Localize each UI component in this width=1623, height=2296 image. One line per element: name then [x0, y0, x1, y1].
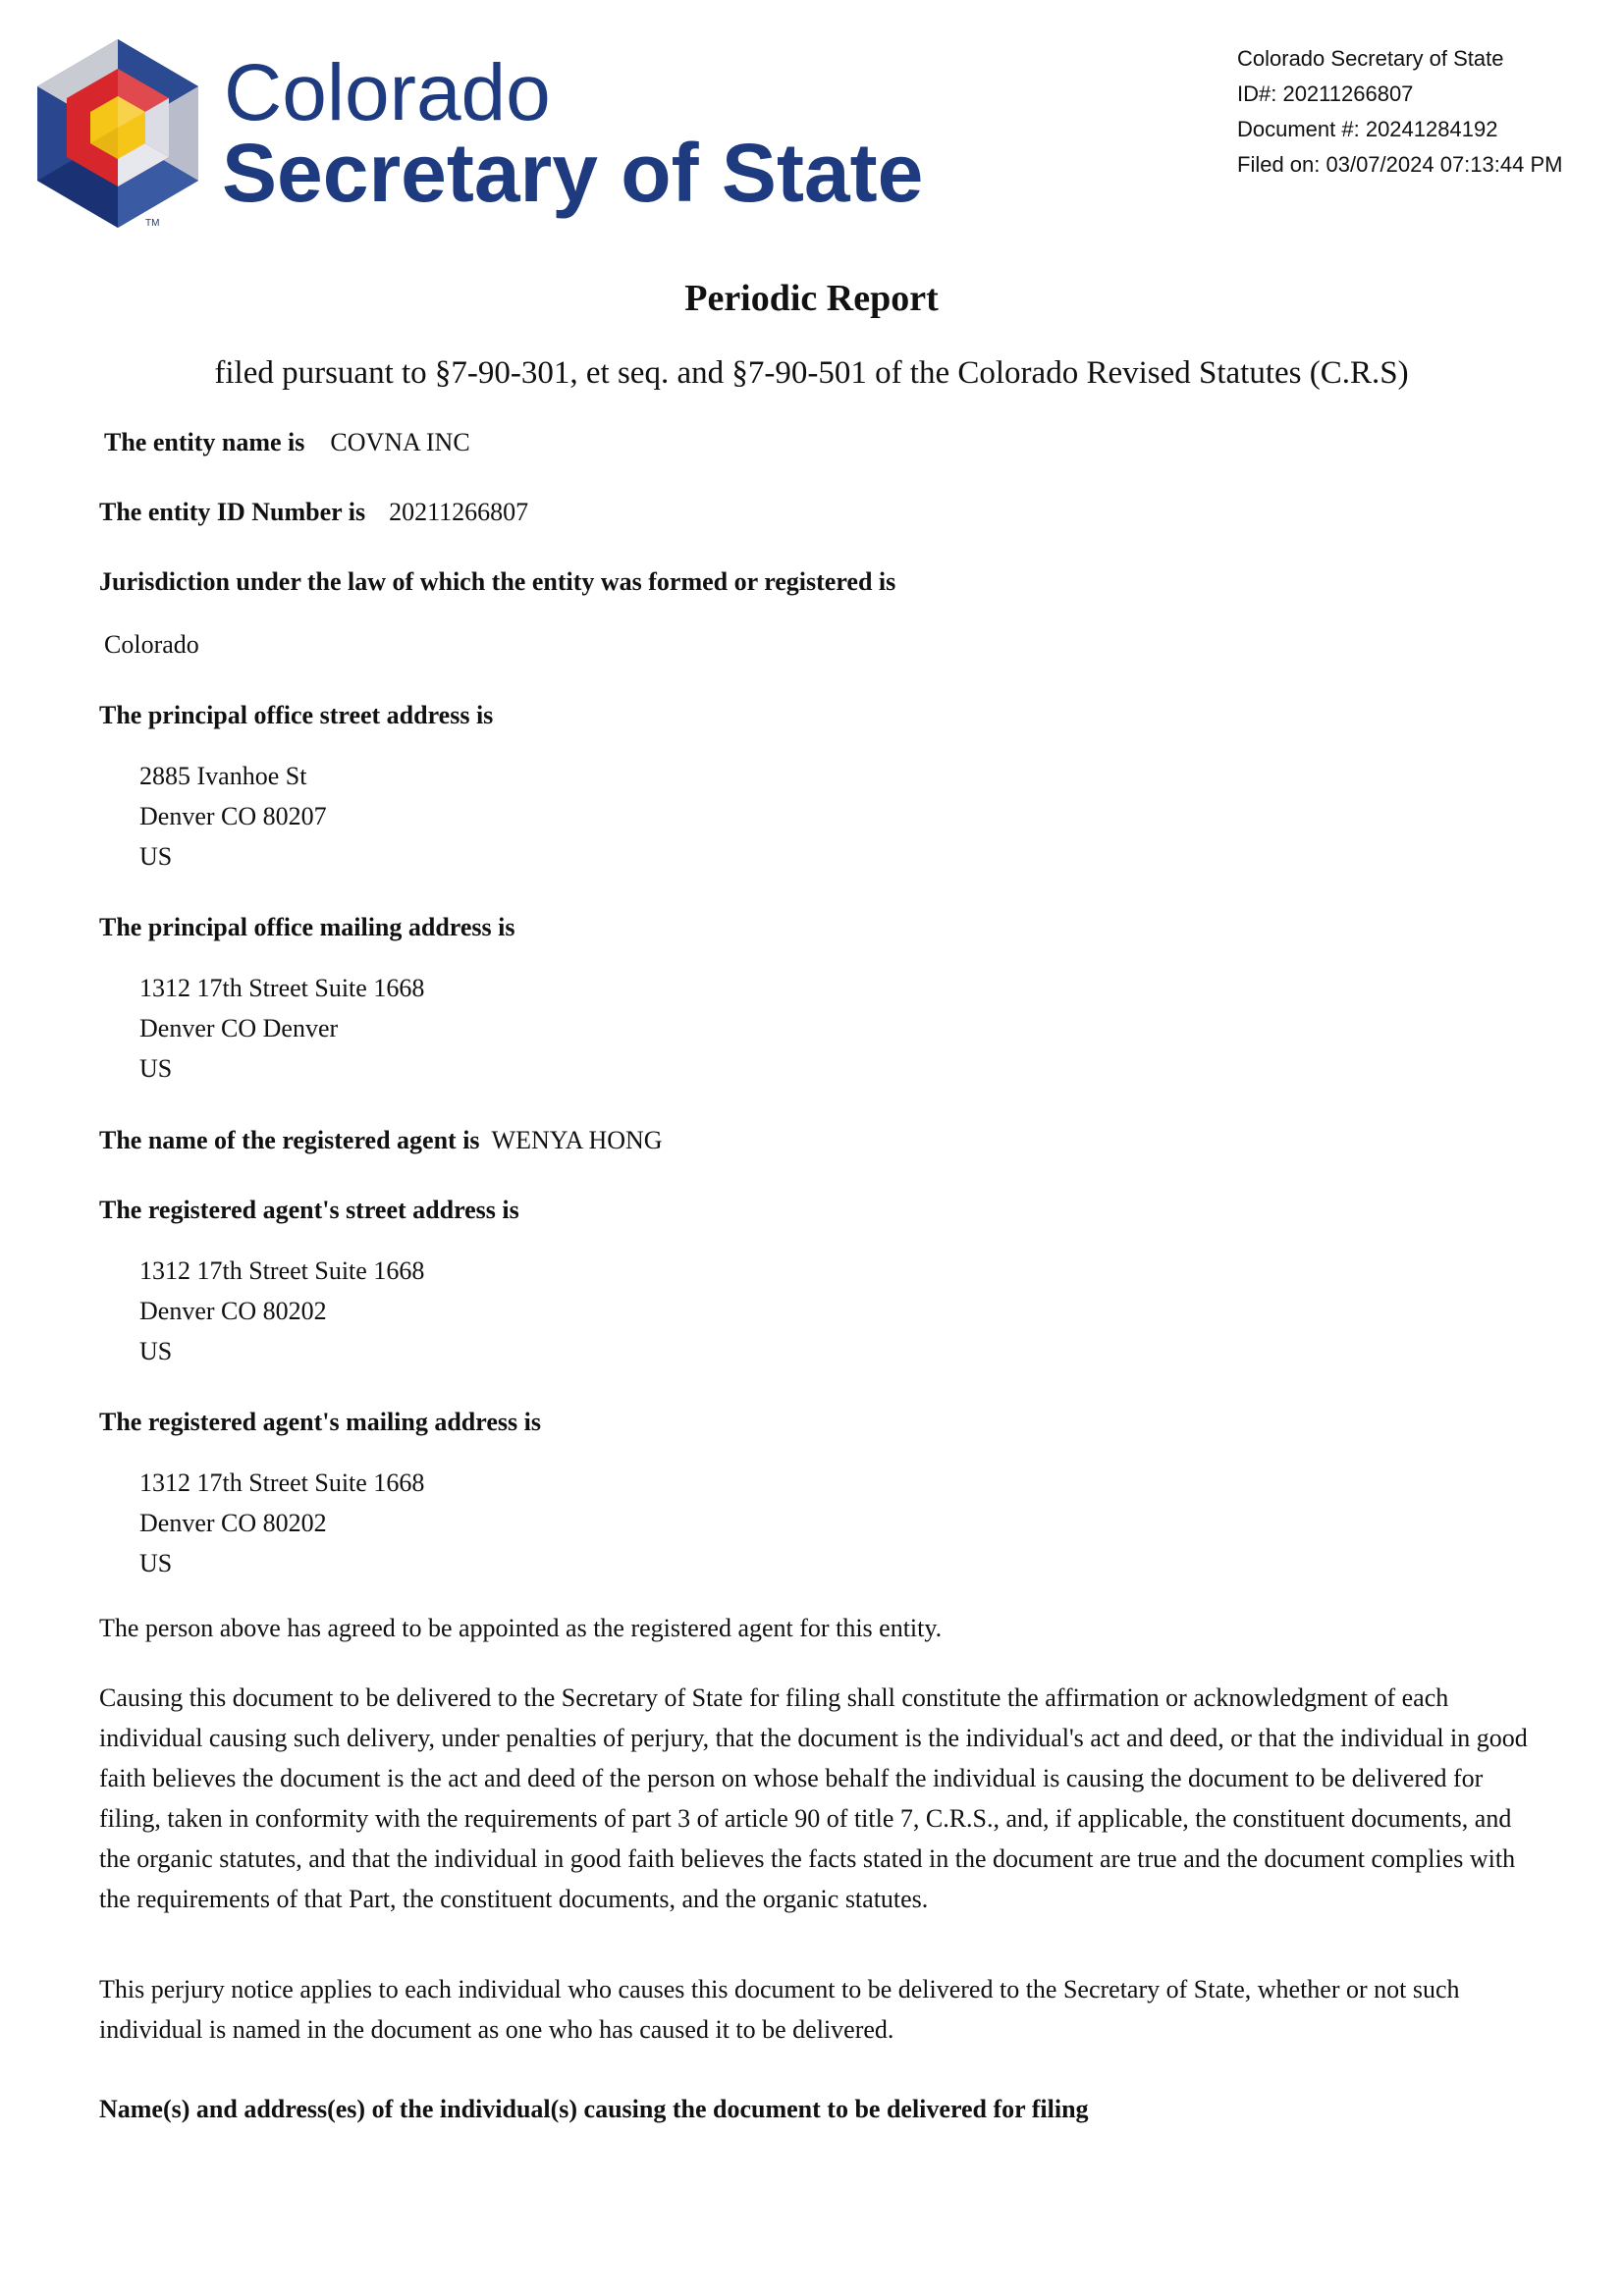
entity-name-row — [104, 428, 470, 457]
agent-mailing-label: The registered agent's mailing address is — [99, 1408, 541, 1436]
address-line: 2885 Ivanhoe St — [139, 762, 307, 790]
entity-id-row — [99, 498, 528, 527]
filing-date: Filed on: 03/07/2024 07:13:44 PM — [1237, 152, 1563, 177]
filing-id: ID#: 20211266807 — [1237, 81, 1414, 106]
entity-id-value: 20211266807 — [389, 498, 529, 526]
address-line: 1312 17th Street Suite 1668 — [139, 1256, 425, 1285]
colorado-sos-logo — [29, 37, 924, 234]
address-line: US — [139, 842, 173, 871]
address-line: US — [139, 1549, 173, 1577]
address-line: 1312 17th Street Suite 1668 — [139, 974, 425, 1002]
affirmation-paragraph: Causing this document to be delivered to the Secretary of State for filing shall constitute the affirmation or acknowledgment of each individual causing such delivery, under penalties of perjury, that the document is the individual's act and deed, or that the individual in good faith believes the document is the act and deed of the person on whose behalf the individual is causing the document to be delivered for filing, taken in conformity with the requirements of part 3 of article 90 of title 7, C.R.S., and, if applicable, the constituent documents, and the organic statutes, and that the individual in good faith believes the facts stated in the document are true and the document complies with the requirements of that Part, the constituent documents, and the organic statutes. — [99, 1683, 1528, 1913]
filing-stamp — [1237, 41, 1562, 183]
report-title: Periodic Report — [684, 278, 939, 319]
principal-street-address — [139, 756, 327, 877]
agent-name-value: WENYA HONG — [491, 1126, 663, 1154]
principal-street-label: The principal office street address is — [99, 701, 494, 729]
trademark-mark: TM — [145, 218, 160, 229]
agent-name-label: The name of the registered agent is — [99, 1126, 480, 1154]
address-line: US — [139, 1054, 173, 1083]
address-line: Denver CO 80207 — [139, 802, 327, 830]
address-line: Denver CO 80202 — [139, 1509, 327, 1537]
entity-name-value: COVNA INC — [330, 428, 470, 456]
agent-street-address — [139, 1251, 424, 1371]
agent-street-label: The registered agent's street address is — [99, 1196, 519, 1224]
jurisdiction-value: Colorado — [104, 630, 199, 659]
address-line: 1312 17th Street Suite 1668 — [139, 1468, 425, 1497]
filing-agency: Colorado Secretary of State — [1237, 46, 1504, 71]
report-subtitle: filed pursuant to §7-90-301, et seq. and §7-90-501 of the Colorado Revised Statutes (C.R.S) — [214, 355, 1409, 391]
principal-mailing-label: The principal office mailing address is — [99, 913, 515, 941]
entity-id-label: The entity ID Number is — [99, 498, 366, 526]
agent-mailing-address — [139, 1463, 424, 1583]
colorado-hexagon-emblem — [29, 37, 206, 234]
individuals-heading: Name(s) and address(es) of the individual(s) causing the document to be delivered for filing — [99, 2095, 1089, 2123]
address-line: US — [139, 1337, 173, 1365]
perjury-notice-paragraph: This perjury notice applies to each individual who causes this document to be delivered to the Secretary of State, whether or not such individual is named in the document as one who has caused it to be delivered. — [99, 1975, 1460, 2044]
logo-line-secretary-of-state: Secretary of State — [222, 127, 924, 219]
jurisdiction-label: Jurisdiction under the law of which the entity was formed or registered is — [99, 567, 896, 596]
agent-consent-statement: The person above has agreed to be appointed as the registered agent for this entity. — [99, 1614, 943, 1642]
entity-name-label: The entity name is — [104, 428, 305, 456]
principal-mailing-address — [139, 968, 424, 1089]
agent-name-row — [99, 1126, 663, 1155]
address-line: Denver CO 80202 — [139, 1297, 327, 1325]
logo-line-colorado: Colorado — [224, 48, 551, 137]
filing-document-number: Document #: 20241284192 — [1237, 117, 1498, 141]
address-line: Denver CO Denver — [139, 1014, 339, 1042]
